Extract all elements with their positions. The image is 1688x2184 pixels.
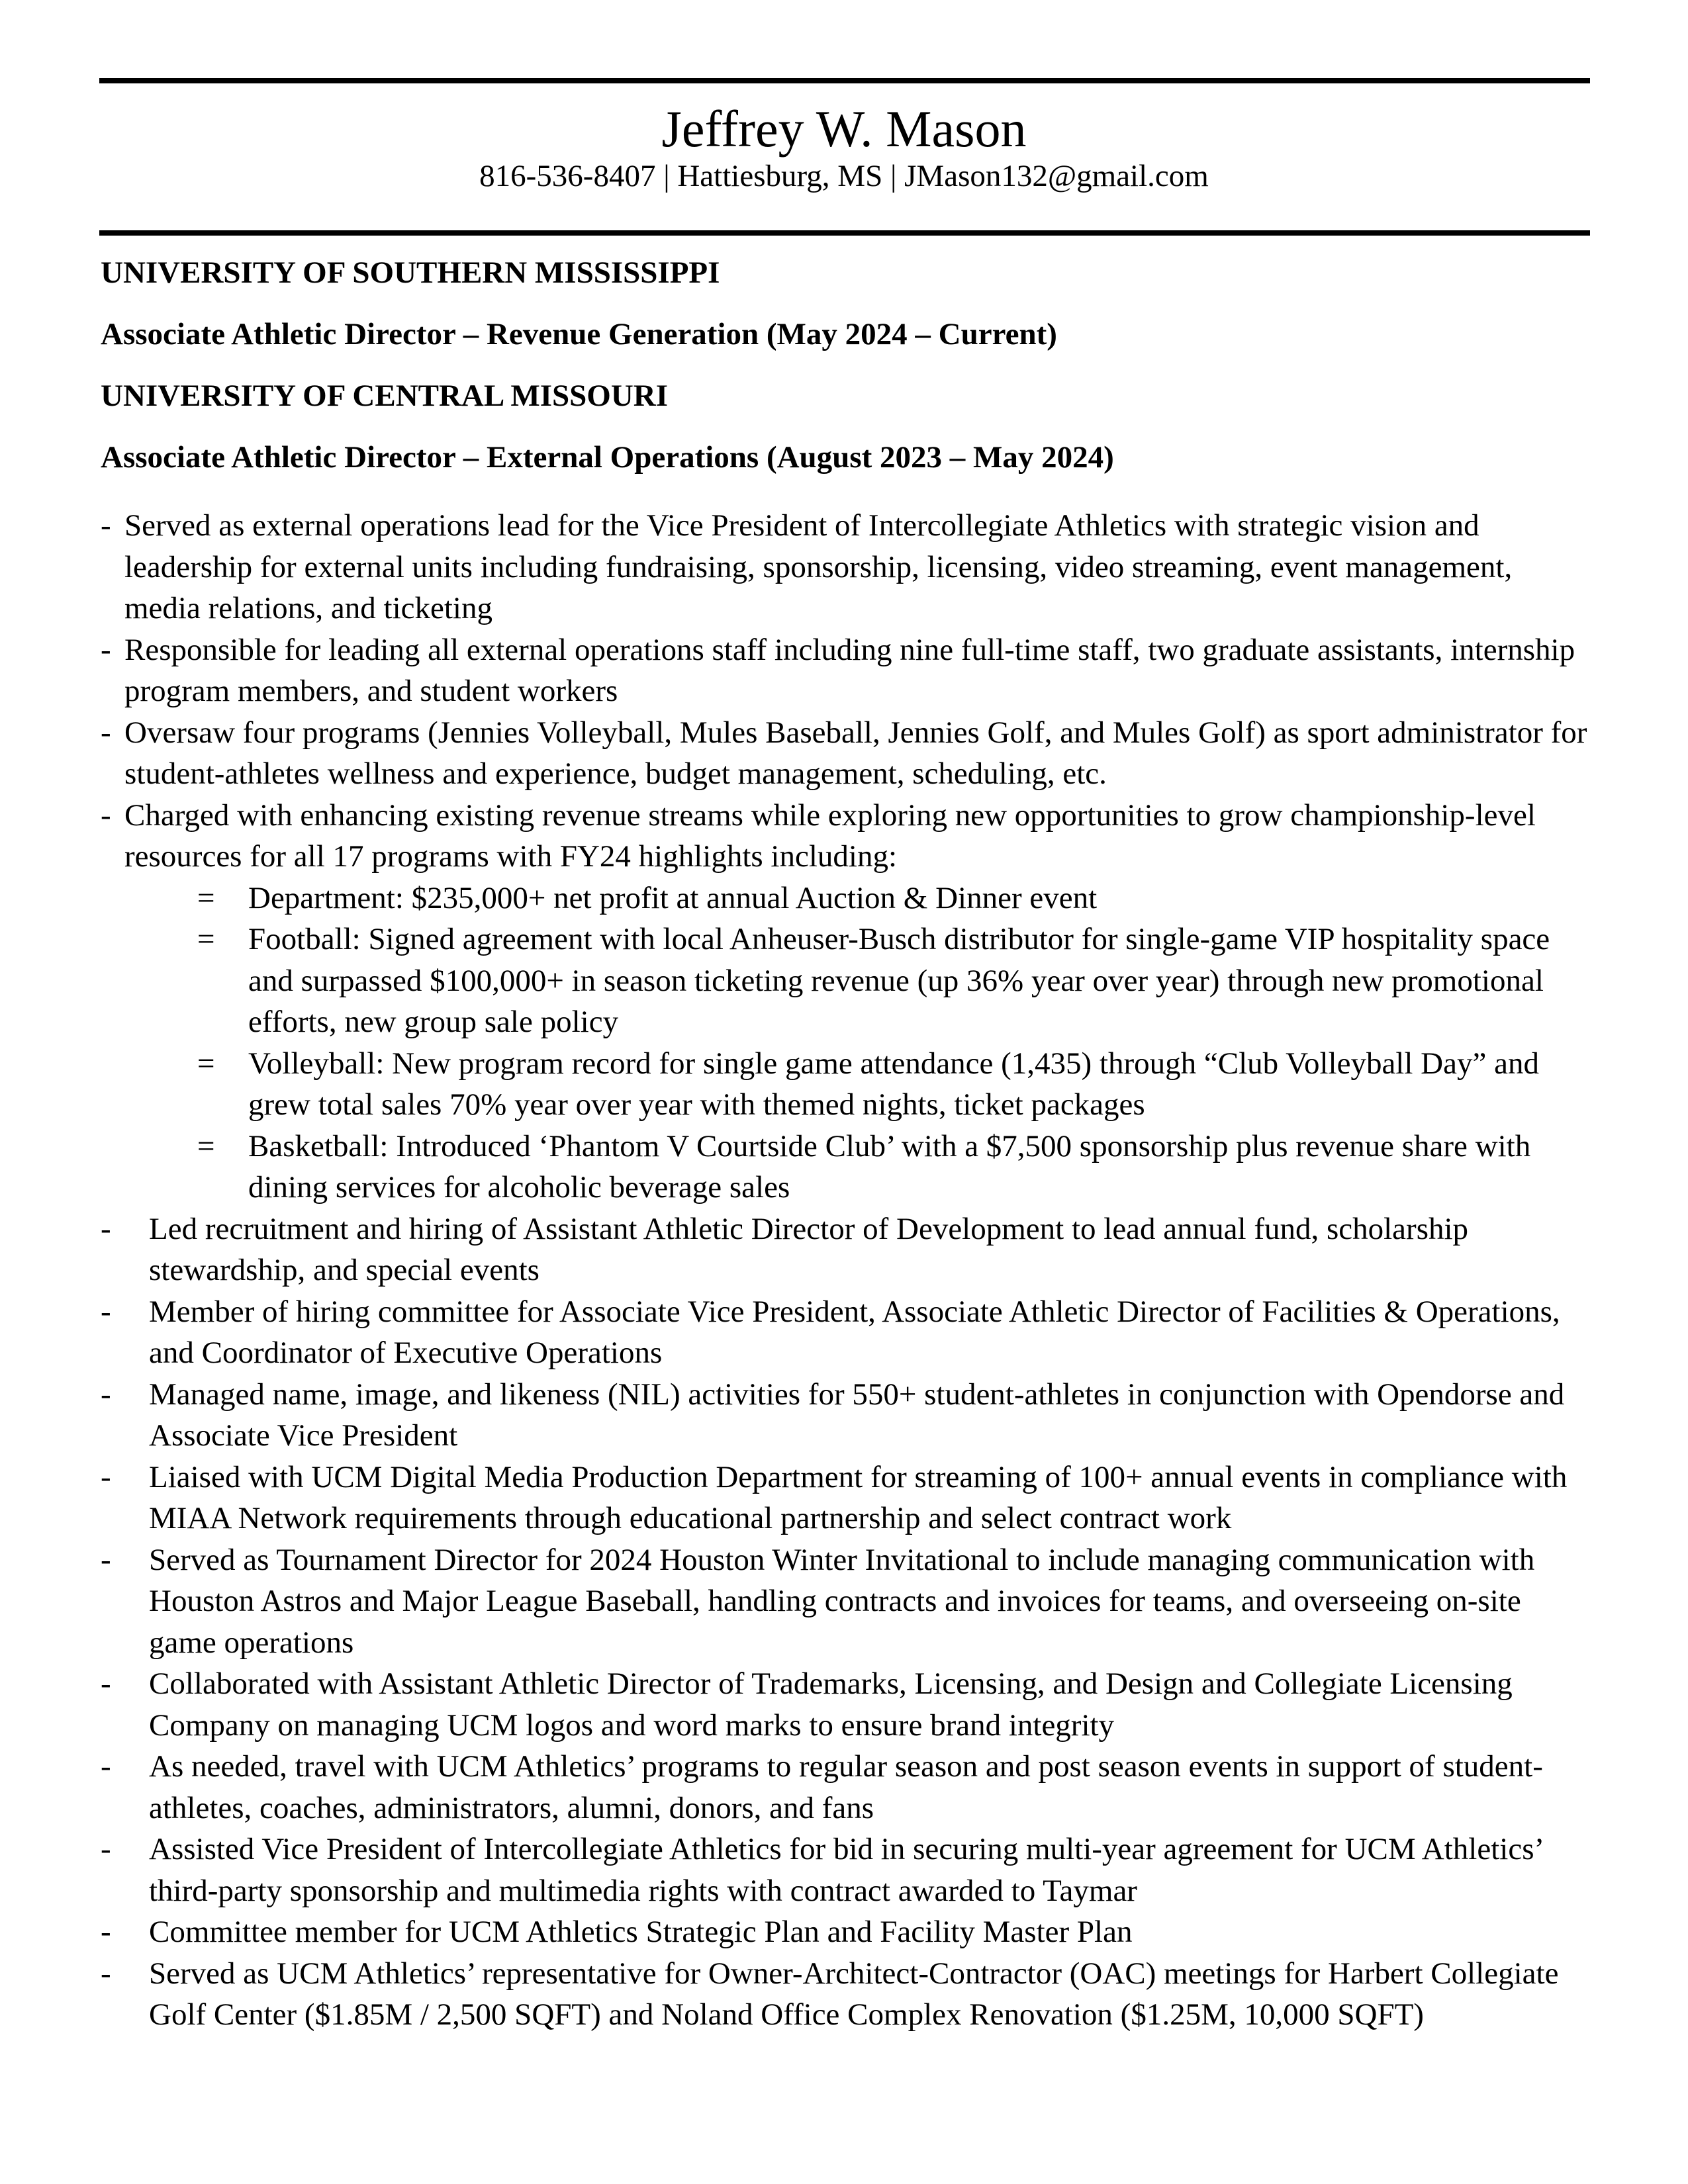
equals-bullet-icon: = [197,922,215,956]
highlight-item: = Department: $235,000+ net profit at annual Auction & Dinner event [99,878,1595,919]
dash-bullet-icon: - [101,1542,111,1577]
list-item: - Responsible for leading all external operations staff including nine full-time staff, two graduate assistants, internship program members, and student workers [99,629,1595,712]
highlight-item: = Volleyball: New program record for single game attendance (1,435) through “Club Volleyball Day” and grew total sales 70% year over year with themed nights, ticket packages [99,1043,1595,1126]
header-bottom-rule [99,230,1590,236]
dash-bullet-icon: - [101,1956,111,1991]
top-rule [99,78,1590,83]
candidate-name: Jeffrey W. Mason [661,100,1027,158]
dash-bullet-icon: - [101,1832,111,1866]
equals-bullet-icon: = [197,1128,215,1163]
list-item: - Oversaw four programs (Jennies Volleyball, Mules Baseball, Jennies Golf, and Mules Golf) as sport administrator for student-athletes wellness and experience, budget management, scheduling, etc. [99,712,1595,795]
dash-bullet-icon: - [101,797,111,833]
highlight-item: = Football: Signed agreement with local Anheuser-Busch distributor for single-game VIP hospitality space and surpassed $100,000+ in season ticketing revenue (up 36% year over year) through new promotional efforts, new group sale policy [99,919,1595,1043]
job-title: Associate Athletic Director – External Operations (August 2023 – May 2024) [101,440,1114,475]
list-item: - As needed, travel with UCM Athletics’ programs to regular season and post season events in support of student-athletes, coaches, administrators, alumni, donors, and fans [99,1746,1595,1829]
list-item: - Assisted Vice President of Intercollegiate Athletics for bid in securing multi-year agreement for UCM Athletics’ third-party sponsorship and multimedia rights with contract awarded to Taymar [99,1829,1595,1911]
list-item: - Charged with enhancing existing revenue streams while exploring new opportunities to grow championship-level resources for all 17 programs with FY24 highlights including: [99,795,1595,878]
dash-bullet-icon: - [101,1459,111,1494]
experience-headings [101,253,1590,499]
responsibilities-list [99,505,1595,2036]
equals-bullet-icon: = [197,880,215,915]
list-item: - Committee member for UCM Athletics Strategic Plan and Facility Master Plan [99,1911,1595,1953]
employer-heading: UNIVERSITY OF SOUTHERN MISSISSIPPI [101,255,720,290]
dash-bullet-icon: - [101,715,111,750]
list-item: - Managed name, image, and likeness (NIL) activities for 550+ student-athletes in conjunction with Opendorse and Associate Vice President [99,1374,1595,1457]
contact-line: 816-536-8407 | Hattiesburg, MS | JMason132@gmail.com [479,159,1209,193]
list-item: - Served as external operations lead for the Vice President of Intercollegiate Athletics with strategic vision and leadership for external units including fundraising, sponsorship, licensing, video streaming, event management, media relations, and ticketing [99,505,1595,629]
highlight-item: = Basketball: Introduced ‘Phantom V Courtside Club’ with a $7,500 sponsorship plus revenue share with dining services for alcoholic beverage sales [99,1126,1595,1208]
list-item: - Liaised with UCM Digital Media Production Department for streaming of 100+ annual events in compliance with MIAA Network requirements through educational partnership and select contract work [99,1457,1595,1539]
employer-heading: UNIVERSITY OF CENTRAL MISSOURI [101,379,669,413]
list-item: - Member of hiring committee for Associate Vice President, Associate Athletic Director of Facilities & Operations, and Coordinator of Executive Operations [99,1291,1595,1374]
dash-bullet-icon: - [101,1211,111,1246]
dash-bullet-icon: - [101,1915,111,1949]
dash-bullet-icon: - [101,632,111,667]
list-item: - Led recruitment and hiring of Assistant Athletic Director of Development to lead annual fund, scholarship stewardship, and special events [99,1208,1595,1291]
equals-bullet-icon: = [197,1046,215,1081]
dash-bullet-icon: - [101,1377,111,1412]
job-title: Associate Athletic Director – Revenue Generation (May 2024 – Current) [101,317,1057,351]
additional-responsibilities-list [99,1208,1595,2036]
dash-bullet-icon: - [101,1294,111,1329]
list-item: - Served as UCM Athletics’ representative for Owner-Architect-Contractor (OAC) meetings for Harbert Collegiate Golf Center ($1.85M / 2,500 SQFT) and Noland Office Complex Renovation ($1.25M, 10,000 SQFT) [99,1953,1595,2036]
dash-bullet-icon: - [101,1749,111,1784]
list-item: - Served as Tournament Director for 2024 Houston Winter Invitational to include managing communication with Houston Astros and Major League Baseball, handling contracts and invoices for teams, and overseeing on-site game operations [99,1539,1595,1664]
dash-bullet-icon: - [101,508,111,543]
list-item: - Collaborated with Assistant Athletic Director of Trademarks, Licensing, and Design and Collegiate Licensing Company on managing UCM logos and word marks to ensure brand integrity [99,1663,1595,1746]
dash-bullet-icon: - [101,1666,111,1701]
